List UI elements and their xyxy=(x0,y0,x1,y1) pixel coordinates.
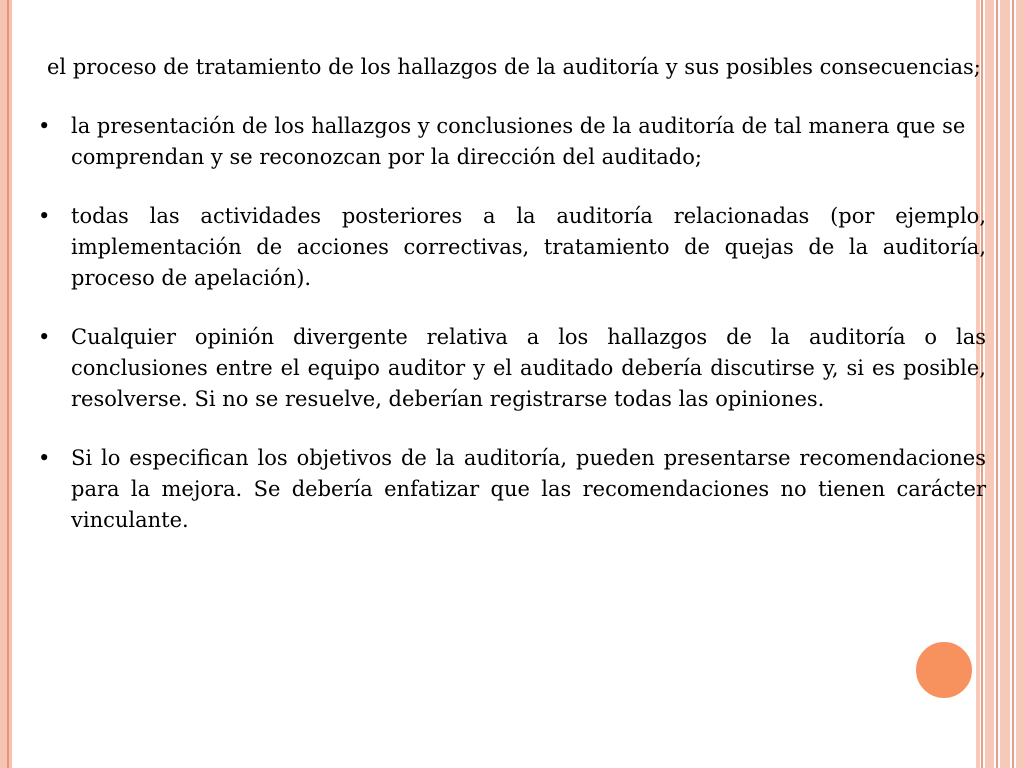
bullet-list xyxy=(38,111,986,536)
bullet-text: Si lo especifican los objetivos de la auditoría, pueden presentarse recomendaciones para la mejora. Se debería enfatizar que las recomendaciones no tienen carácter vinculante. xyxy=(71,446,986,532)
bullet-item xyxy=(38,111,986,173)
stripe xyxy=(996,0,998,768)
bullet-item xyxy=(38,322,986,415)
intro-paragraph: el proceso de tratamiento de los hallazgos de la auditoría y sus posibles consecuencias; xyxy=(47,55,981,79)
bullet-item xyxy=(38,201,986,294)
stripe xyxy=(1000,0,1010,768)
decorative-circle-icon xyxy=(913,639,975,701)
bullet-icon: • xyxy=(38,446,51,470)
stripe xyxy=(1012,0,1014,768)
bullet-icon: • xyxy=(38,204,51,228)
bullet-item xyxy=(38,443,986,536)
bullet-text: todas las actividades posteriores a la auditoría relacionadas (por ejemplo, implementación de acciones correctivas, tratamiento de quejas de la auditoría, proceso de apelación). xyxy=(71,204,986,290)
stripe xyxy=(985,0,994,768)
bullet-icon: • xyxy=(38,114,51,138)
stripe xyxy=(1016,0,1024,768)
bullet-text: la presentación de los hallazgos y conclusiones de la auditoría de tal manera que se comprendan y se reconozcan por la dirección del auditado; xyxy=(71,114,966,169)
left-decorative-border xyxy=(0,0,12,768)
slide-body xyxy=(38,52,986,564)
bullet-icon: • xyxy=(38,325,51,349)
bullet-text: Cualquier opinión divergente relativa a los hallazgos de la auditoría o las conclusiones entre el equipo auditor y el auditado debería discutirse y, si es posible, resolverse. Si no se resuelve, deberían registrarse todas las opiniones. xyxy=(71,325,986,411)
